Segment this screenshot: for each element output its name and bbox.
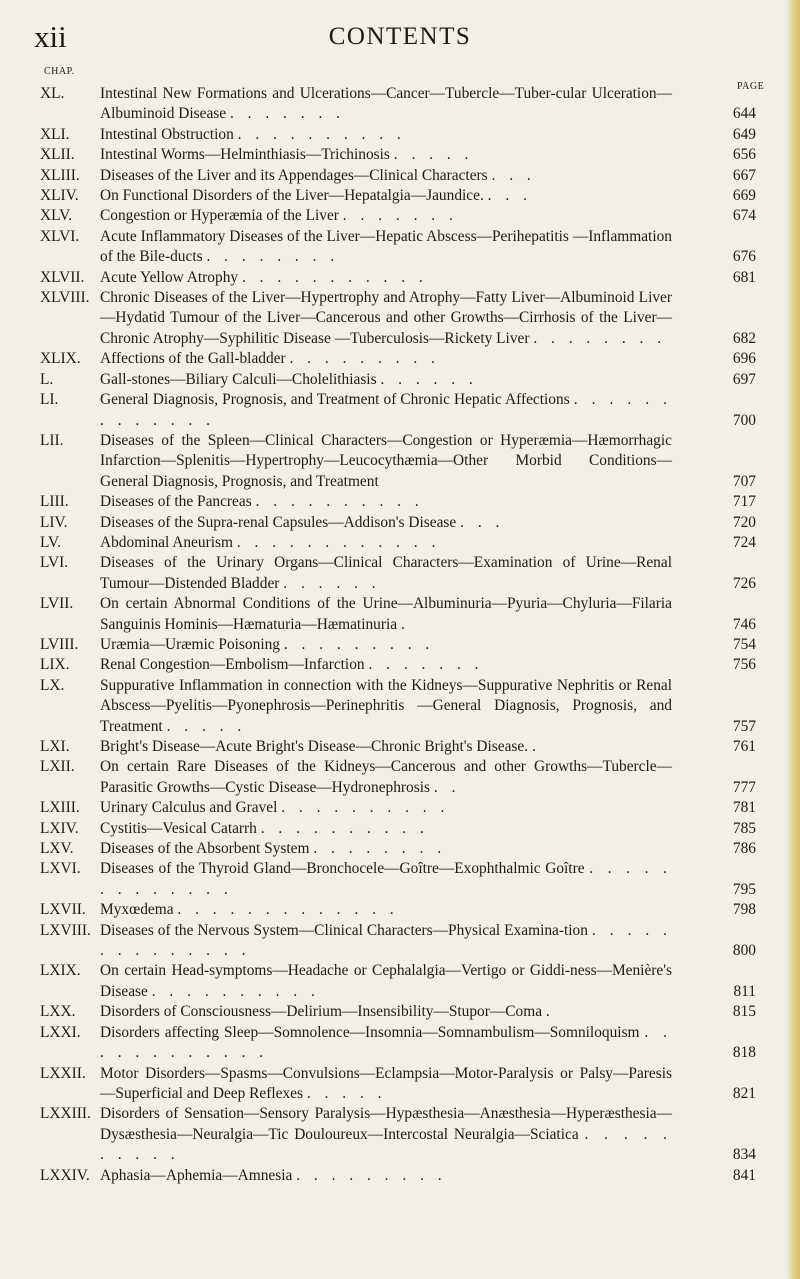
toc-entry [0,1002,800,1022]
leader-dots: . . . [487,187,532,205]
page-number: 720 [732,513,756,531]
page-number: 656 [732,146,756,164]
toc-entry [0,655,800,675]
chapter-number: LXXIII. [40,1105,91,1123]
chapter-title-line [100,84,672,125]
toc-entry [0,553,800,594]
toc-entry [0,288,800,349]
toc-entry [0,227,800,268]
page-number: 674 [732,207,756,225]
chapter-title-line [100,1002,672,1022]
page-number: 786 [732,840,756,858]
chapter-title: Disorders of Consciousness—Delirium—Insensibility—Stupor—Coma [100,1003,543,1021]
page-header [0,14,800,54]
toc-entry [0,1166,800,1186]
chapter-title: Disorders affecting Sleep—Somnolence—Insomnia—Somnambulism—Somniloquism [100,1023,640,1041]
page-number: 757 [732,717,756,735]
chapter-title-line [100,635,672,655]
page-number: 746 [732,615,756,633]
chapter-title: On Functional Disorders of the Liver—Hepatalgia—Jaundice. [100,187,484,205]
page-number: 800 [732,942,756,960]
chapter-title-line [100,492,672,512]
chapter-title: Abdominal Aneurism [100,533,233,551]
chapter-title: Intestinal New Formations and Ulcerations—Cancer—Tubercle—Tuber-cular Ulceration—Albuminoid Disease [100,85,672,123]
chapter-title: Affections of the Gall-bladder [100,350,286,368]
chapter-title-line [100,125,672,145]
chapter-number: LV. [40,533,61,551]
chapter-number: XLIX. [40,350,81,368]
chapter-title: Cystitis—Vesical Catarrh [100,819,257,837]
chapter-title-line [100,757,672,798]
page-number: 785 [732,819,756,837]
page-number: 795 [732,880,756,898]
leader-dots: . . . . . . . . . . [151,982,320,1000]
page-column-heading: PAGE [737,81,765,92]
leader-dots: . . . . . . . . [533,329,667,347]
leader-dots: . [400,615,410,633]
chapter-title: Gall-stones—Biliary Calculi—Cholelithiasis [100,370,377,388]
toc-entry [0,635,800,655]
leader-dots: . . . . . . . . . . . . . . [100,921,672,960]
chapter-title: Disorders of Sensation—Sensory Paralysis—Hypæsthesia—Anæsthesia—Hyperæsthesia—Dysæsthesia—Neuralgia—Tic Douloureux—Intercostal Neuralgia—Sciatica [100,1105,672,1143]
leader-dots: . . . . . . [380,370,478,388]
chapter-title: Diseases of the Absorbent System [100,840,310,858]
chapter-number: LXV. [40,840,74,858]
chapter-title-line [100,737,672,757]
toc-entry [0,370,800,390]
chapter-title-line [100,533,672,553]
leader-dots: . . . . . [306,1084,387,1102]
toc-entry [0,84,800,125]
leader-dots: . . . . . . . . . . . . [100,1023,672,1062]
chapter-number: XLI. [40,125,70,143]
page-number: 754 [732,635,756,653]
chapter-title-line [100,166,672,186]
chapter-number: LXVIII. [40,921,91,939]
page-number: 724 [732,533,756,551]
chapter-number: XLIV. [40,187,79,205]
chapter-number: LIII. [40,493,69,511]
chapter-title-line [100,1166,672,1186]
leader-dots: . . . . . . . . . . [255,493,424,511]
chapter-title: Urinary Calculus and Gravel [100,799,278,817]
toc-entry [0,921,800,962]
chapter-title-line [100,553,672,594]
toc-entry [0,839,800,859]
chapter-title: Aphasia—Aphemia—Amnesia [100,1166,293,1184]
chapter-title-line [100,655,672,675]
chapter-title-line [100,513,672,533]
leader-dots: . . . . . [166,717,247,735]
chapter-title: Suppurative Inflammation in connection with the Kidneys—Suppurative Nephritis or Renal Abscess—Pyelitis—Pyonephrosis—Perinephritis —General Diagnosis, Prognosis, and Treatment [100,676,672,735]
chapter-title: Acute Yellow Atrophy [100,268,239,286]
chapter-title: Diseases of the Thyroid Gland—Bronchocele—Goître—Exophthalmic Goître [100,860,585,878]
chapter-title-line [100,349,672,369]
chapter-number: LXVII. [40,901,86,919]
chapter-title-line [100,839,672,859]
chapter-title: Uræmia—Uræmic Poisoning [100,635,280,653]
chapter-number: LVI. [40,554,69,572]
toc-entry [0,961,800,1002]
toc-entry [0,1104,800,1165]
page-number: 811 [733,982,756,1000]
toc-entry [0,900,800,920]
chapter-column-heading: CHAP. [44,66,75,77]
leader-dots: . . . . . . . . . . [281,799,450,817]
chapter-number: XL. [40,85,65,102]
chapter-title-line [100,900,672,920]
chapter-number: XLV. [40,207,73,225]
page-number: 821 [732,1084,756,1102]
chapter-number: XLVIII. [40,289,90,307]
page-number: 777 [732,778,756,796]
chapter-number: LI. [40,391,59,409]
toc-entry [0,125,800,145]
chapter-title: Diseases of the Pancreas [100,493,252,511]
chapter-number: LX. [40,676,65,694]
page-number: 818 [732,1044,756,1062]
chapter-number: LVII. [40,595,74,613]
page-number: 644 [732,105,756,123]
chapter-title: Myxœdema [100,901,174,919]
page-number: 717 [732,493,756,511]
page-number: 815 [732,1003,756,1021]
page-number: 676 [732,248,756,266]
leader-dots: . . . [460,513,505,531]
chapter-number: LXXIV. [40,1166,90,1184]
leader-dots: . . . . . . . . [206,248,340,266]
leader-dots: . . . . . . . . . . . . . [177,901,399,919]
toc-entry [0,819,800,839]
leader-dots: . . . . . . . . . . [237,125,406,143]
leader-dots: . . . . . . . . . [296,1166,447,1184]
page-number: 756 [732,656,756,674]
page-number: 667 [732,166,756,184]
chapter-number: LVIII. [40,635,79,653]
chapter-title: General Diagnosis, Prognosis, and Treatment of Chronic Hepatic Affections [100,391,570,409]
leader-dots: . . . . . . . . . . [260,819,429,837]
chapter-number: LXIII. [40,799,80,817]
column-headings [0,66,800,92]
chapter-title: Renal Congestion—Embolism—Infarction [100,656,365,674]
leader-dots: . . . . . . . . . . . [241,268,428,286]
page-number: 781 [732,799,756,817]
toc-entry [0,1023,800,1064]
chapter-title: Bright's Disease—Acute Bright's Disease—Chronic Bright's Disease. [100,738,529,755]
chapter-title-line [100,819,672,839]
toc-entry [0,798,800,818]
chapter-number: LIV. [40,513,68,531]
chapter-title-line [100,798,672,818]
toc-entry [0,757,800,798]
chapter-title-line [100,268,672,288]
leader-dots: . . . . . . . . . . . . [236,533,441,551]
page-number: 707 [732,472,756,490]
chapter-title-line [100,859,672,900]
leader-dots: . . . . . . [283,574,381,592]
page-edge [786,0,800,1279]
toc-entry [0,166,800,186]
chapter-title-line [100,206,672,226]
chapter-title-line [100,676,672,737]
leader-dots: . . . . . . . . . [283,635,435,653]
chapter-number: LXXI. [40,1023,81,1041]
leader-dots: . . . . . [393,146,474,164]
chapter-title-line [100,227,672,268]
contents-list [0,84,800,1186]
page-number: 696 [732,350,756,368]
toc-entry [0,268,800,288]
chapter-title: Intestinal Obstruction [100,125,234,143]
leader-dots: . . . . . . . . . . . . . [100,860,672,898]
chapter-title: Chronic Diseases of the Liver—Hypertrophy and Atrophy—Fatty Liver—Albuminoid Liver—Hydatid Tumour of the Liver—Cancerous and other Growths—Cirrhosis of the Liver—Chronic Atrophy—Syphilitic Disease —Tuberculosis—Rickety Liver [100,289,672,347]
chapter-number: XLVII. [40,268,85,286]
page-number: 726 [732,574,756,592]
page-folio: xii [34,19,67,54]
chapter-number: LXX. [40,1003,76,1021]
page-number: 681 [732,268,756,286]
chapter-number: LII. [40,431,64,449]
toc-entry [0,513,800,533]
chapter-title: Acute Inflammatory Diseases of the Liver—Hepatic Abscess—Perihepatitis —Inflammation of the Bile-ducts [100,227,672,266]
chapter-title: Diseases of the Liver and its Appendages—Clinical Characters [100,166,488,184]
chapter-number: XLII. [40,146,75,164]
chapter-title: On certain Abnormal Conditions of the Urine—Albuminuria—Pyuria—Chyluria—Filaria Sanguinis Hominis—Hæmaturia—Hæmatinuria [100,595,672,633]
chapter-title: Diseases of the Supra-renal Capsules—Addison's Disease [100,513,457,531]
page-number: 682 [732,329,756,347]
chapter-title: Congestion or Hyperæmia of the Liver [100,207,339,225]
page-number: 697 [732,370,756,388]
chapter-number: XLIII. [40,166,80,184]
leader-dots: . [545,1003,555,1021]
page-number: 834 [732,1146,756,1164]
chapter-title-line [100,288,672,349]
toc-entry [0,390,800,431]
chapter-title: On certain Rare Diseases of the Kidneys—Cancerous and other Growths—Tubercle—Parasitic Growths—Cystic Disease—Hydronephrosis [100,758,672,796]
toc-entry [0,186,800,206]
chapter-number: LXXII. [40,1064,86,1082]
chapter-title-line [100,431,672,492]
chapter-number: LXI. [40,738,70,755]
chapter-number: LXII. [40,758,75,776]
chapter-number: L. [40,370,54,388]
leader-dots: . . [433,778,461,796]
toc-entry [0,431,800,492]
toc-entry [0,533,800,553]
page-number: 798 [732,901,756,919]
chapter-number: LXIV. [40,819,79,837]
chapter-title: Diseases of the Urinary Organs—Clinical Characters—Examination of Urine—Renal Tumour—Distended Bladder [100,554,672,592]
chapter-title: Motor Disorders—Spasms—Convulsions—Eclampsia—Motor-Paralysis or Palsy—Paresis—Superficial and Deep Reflexes [100,1064,672,1102]
leader-dots: . . . . . . . . . . [100,1125,672,1164]
leader-dots: . [531,738,541,755]
page-number: 669 [732,187,756,205]
chapter-title: Intestinal Worms—Helminthiasis—Trichinosis [100,146,390,164]
chapter-number: XLVI. [40,227,80,245]
toc-entry [0,859,800,900]
chapter-title: On certain Head-symptoms—Headache or Cephalalgia—Vertigo or Giddi-ness—Menière's Disease [100,962,672,1000]
toc-entry [0,1064,800,1105]
page-number: 841 [732,1166,756,1184]
page-number: 761 [732,738,756,755]
chapter-number: LXVI. [40,860,81,878]
running-title: CONTENTS [328,23,472,50]
toc-entry [0,594,800,635]
chapter-title-line [100,1064,672,1105]
chapter-title-line [100,186,672,206]
leader-dots: . . . . . . . . [313,840,447,858]
leader-dots: . . . [491,166,536,184]
chapter-number: LIX. [40,656,70,674]
chapter-title-line [100,1023,672,1064]
chapter-number: LXIX. [40,962,81,980]
leader-dots: . . . . . . . . . [289,350,440,368]
chapter-title-line [100,370,672,390]
page-number: 649 [732,125,756,143]
chapter-title-line [100,961,672,1002]
toc-entry [0,492,800,512]
chapter-title-line [100,921,672,962]
chapter-title: Diseases of the Nervous System—Clinical Characters—Physical Examina-tion [100,921,588,939]
toc-entry [0,349,800,369]
page-number: 700 [732,411,756,429]
leader-dots: . . . . . . . . . . . . . [100,391,672,429]
toc-entry [0,206,800,226]
chapter-title-line [100,145,672,165]
toc-entry [0,737,800,757]
chapter-title: Diseases of the Spleen—Clinical Characters—Congestion or Hyperæmia—Hæmorrhagic Infarction—Splenitis—Hypertrophy—Leucocythæmia—Other Morbid Conditions—General Diagnosis, Prognosis, and Treatment [100,431,672,490]
toc-entry [0,676,800,737]
toc-entry [0,145,800,165]
leader-dots: . . . . . . . [342,207,458,225]
leader-dots: . . . . . . . [229,105,345,123]
chapter-title-line [100,1104,672,1165]
chapter-title-line [100,594,672,635]
leader-dots: . . . . . . . [368,656,484,674]
chapter-title-line [100,390,672,431]
